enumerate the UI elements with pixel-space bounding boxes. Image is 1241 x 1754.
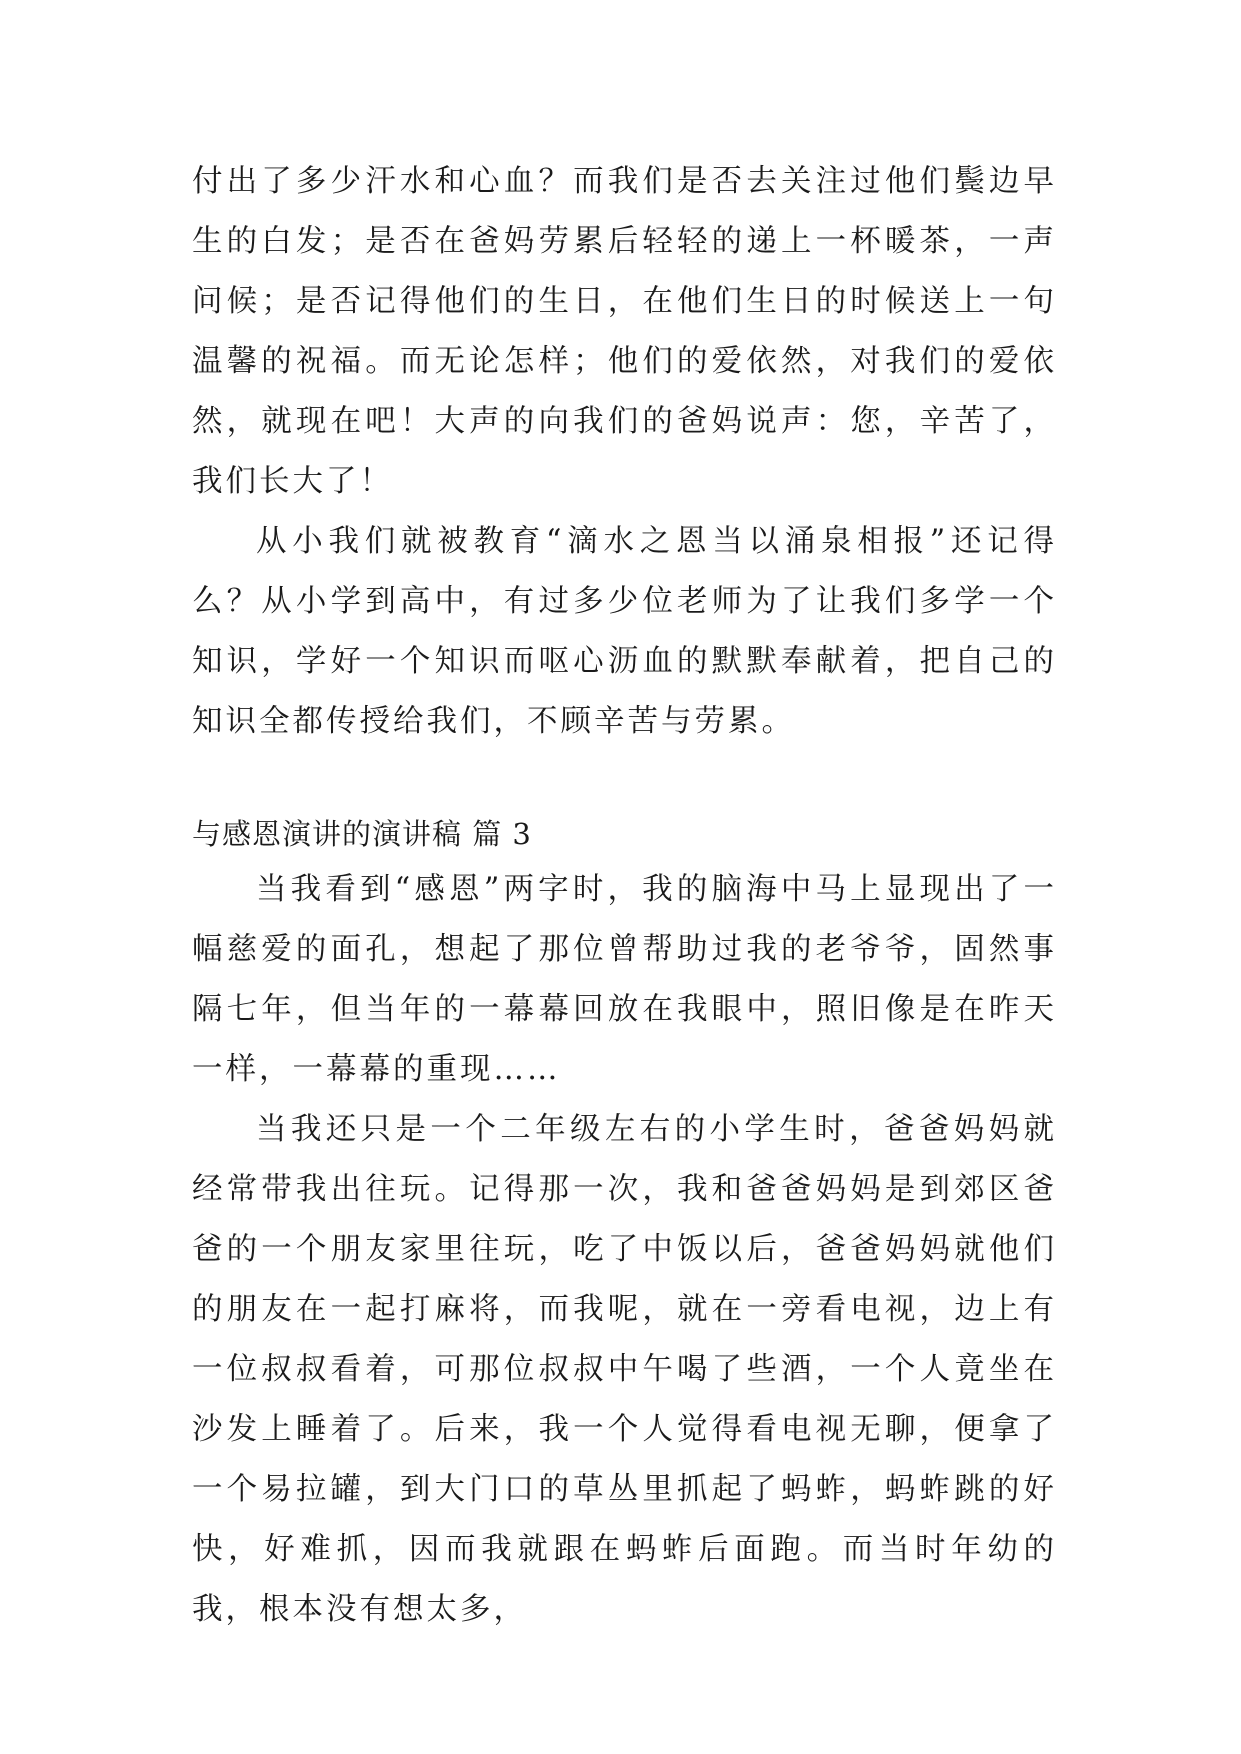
section-spacer [192,752,1057,808]
paragraph-teachers-gratitude: 从小我们就被教育“滴水之恩当以涌泉相报”还记得么？从小学到高中，有过多少位老师为了让我们多学一个知识，学好一个知识而呕心沥血的默默奉献着，把自己的知识全都传授给我们，不顾辛苦与劳累。 [192,524,1057,739]
section-heading: 与感恩演讲的演讲稿 篇 3 [192,817,532,851]
paragraph-childhood-story: 当我还只是一个二年级左右的小学生时，爸爸妈妈就经常带我出往玩。记得那一次，我和爸爸妈妈是到郊区爸爸的一个朋友家里往玩，吃了中饭以后，爸爸妈妈就他们的朋友在一起打麻将，而我呢，就在一旁看电视，边上有一位叔叔看着，可那位叔叔中午喝了些酒，一个人竟坐在沙发上睡着了。后来，我一个人觉得看电视无聊，便拿了一个易拉罐，到大门口的草丛里抓起了蚂蚱，蚂蚱跳的好快，好难抓，因而我就跟在蚂蚱后面跑。而当时年幼的我，根本没有想太多， [192,1112,1057,1627]
paragraph-parents-gratitude: 付出了多少汗水和心血？而我们是否去关注过他们鬓边早生的白发；是否在爸妈劳累后轻轻的递上一杯暖茶，一声问候；是否记得他们的生日，在他们生日的时候送上一句温馨的祝福。而无论怎样；他们的爱依然，对我们的爱依然，就现在吧！大声的向我们的爸妈说声：您，辛苦了，我们长大了！ [192,164,1057,499]
document-body [192,152,1057,1640]
paragraph-memory-intro: 当我看到“感恩”两字时，我的脑海中马上显现出了一幅慈爱的面孔，想起了那位曾帮助过我的老爷爷，固然事隔七年，但当年的一幕幕回放在我眼中，照旧像是在昨天一样，一幕幕的重现…… [192,872,1057,1087]
